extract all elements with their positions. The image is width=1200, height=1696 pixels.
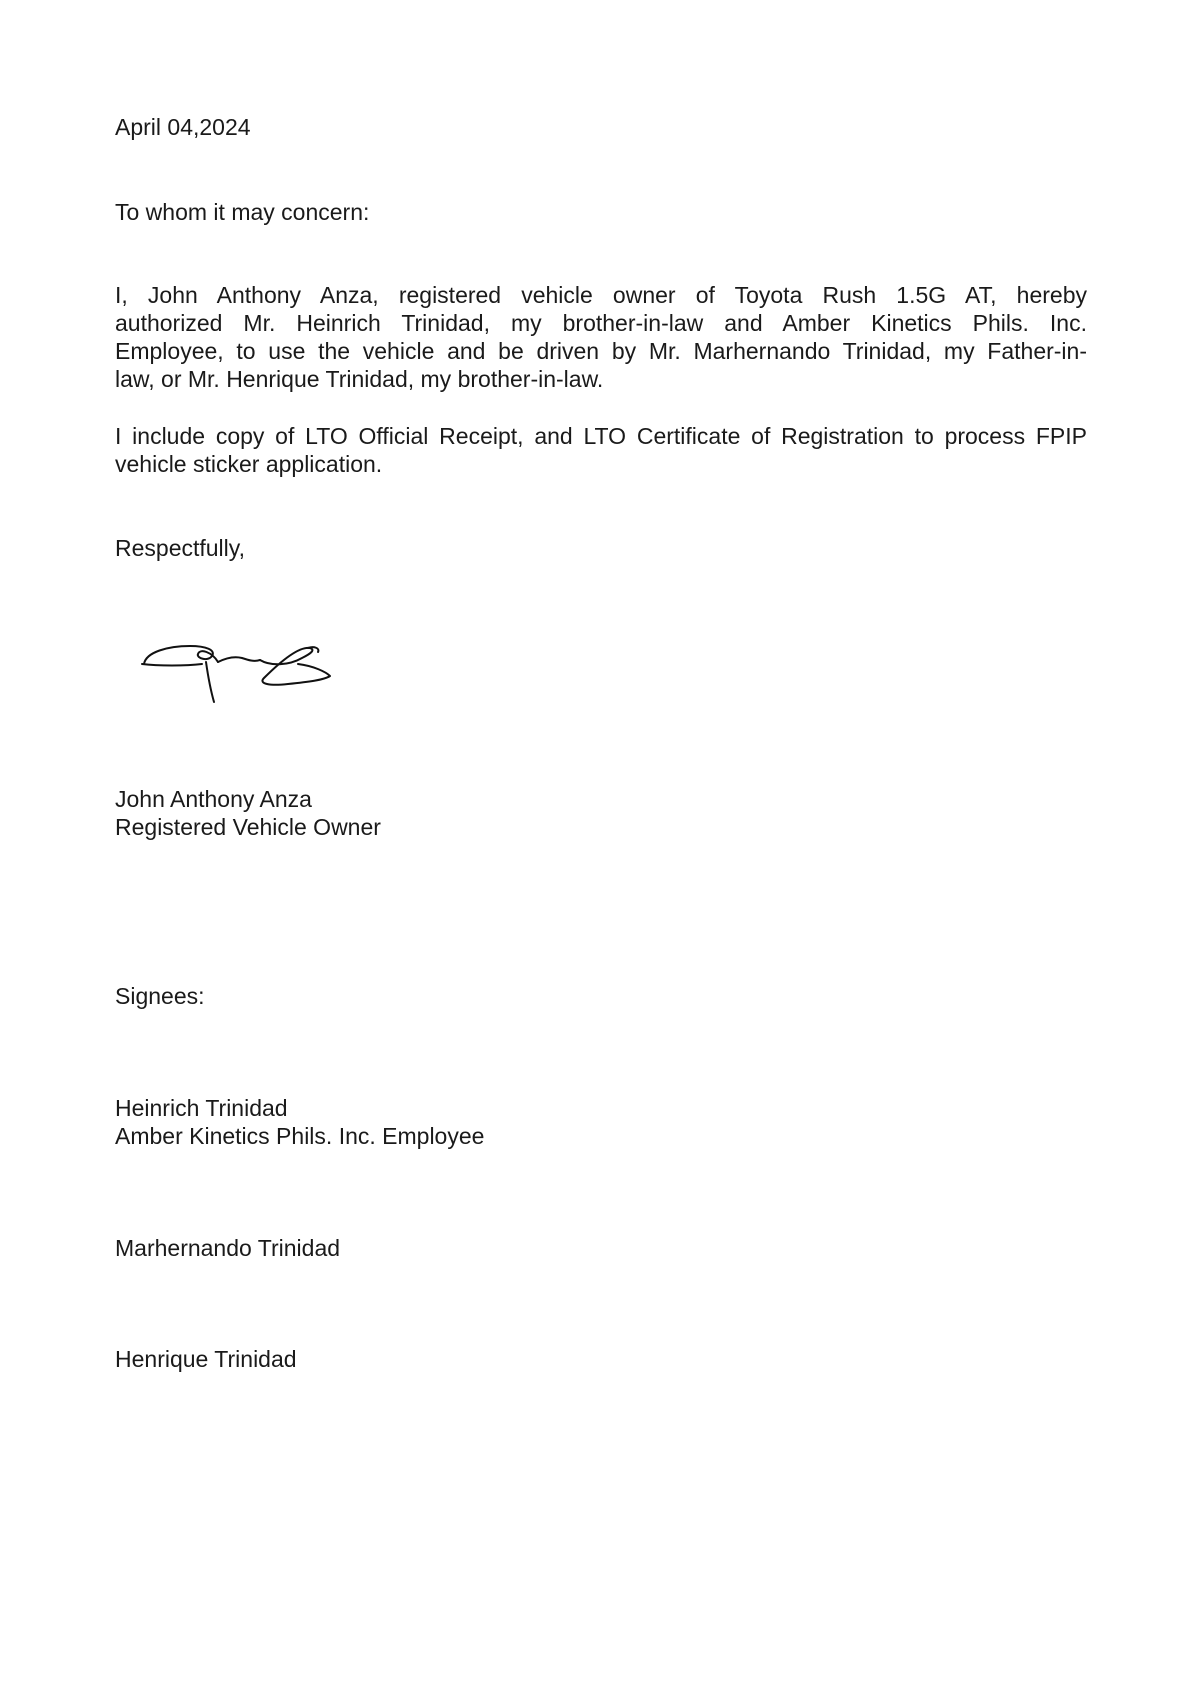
paragraph-line: I include copy of LTO Official Receipt, and LTO Certificate of Registration to process FPIP — [115, 423, 1087, 449]
signee-name: Marhernando Trinidad — [115, 1235, 341, 1261]
signee-name: Henrique Trinidad — [115, 1346, 297, 1372]
letter-date: April 04,2024 — [115, 114, 251, 140]
signee-name: Heinrich Trinidad — [115, 1095, 288, 1121]
signee-title: Amber Kinetics Phils. Inc. Employee — [115, 1123, 485, 1149]
signature-icon — [138, 636, 338, 716]
attachments-paragraph — [115, 422, 1087, 478]
paragraph-line: vehicle sticker application. — [115, 451, 383, 477]
owner-title: Registered Vehicle Owner — [115, 814, 381, 840]
paragraph-line: authorized Mr. Heinrich Trinidad, my brother-in-law and Amber Kinetics Phils. Inc. — [115, 310, 1087, 336]
paragraph-line: Employee, to use the vehicle and be driven by Mr. Marhernando Trinidad, my Father-in- — [115, 338, 1087, 364]
salutation: To whom it may concern: — [115, 199, 370, 225]
closing: Respectfully, — [115, 535, 245, 561]
authorization-paragraph — [115, 281, 1087, 393]
signees-label: Signees: — [115, 983, 205, 1009]
owner-name: John Anthony Anza — [115, 786, 312, 812]
paragraph-line: law, or Mr. Henrique Trinidad, my brother-in-law. — [115, 366, 604, 392]
paragraph-line: I, John Anthony Anza, registered vehicle owner of Toyota Rush 1.5G AT, hereby — [115, 282, 1087, 308]
